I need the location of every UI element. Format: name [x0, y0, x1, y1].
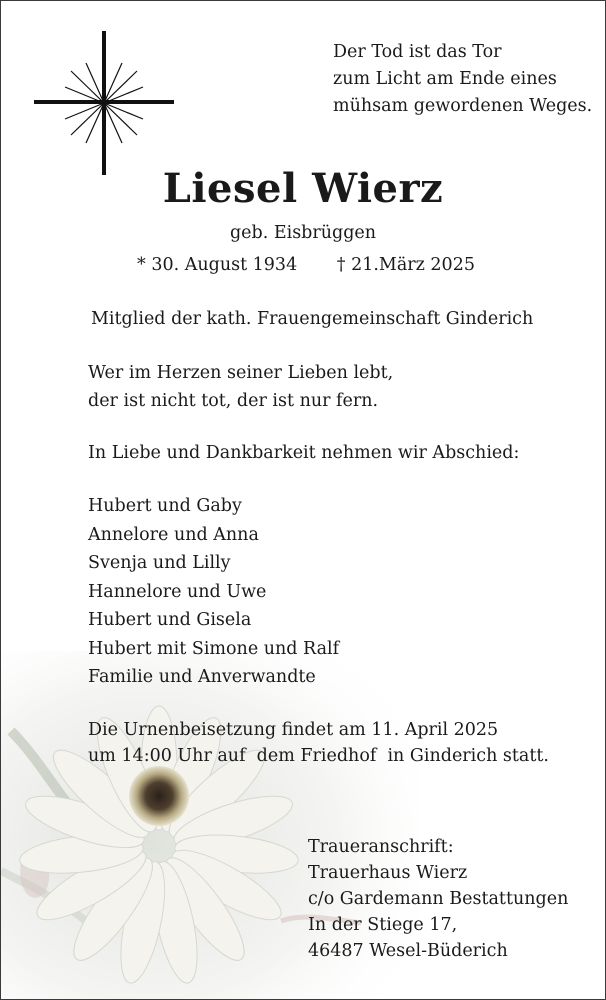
- life-dates: [137, 255, 475, 275]
- relative-entry: Familie und Anverwandte: [88, 667, 316, 687]
- address-line: c/o Gardemann Bestattungen: [308, 889, 569, 909]
- poem: [88, 359, 393, 415]
- address-line: Traueranschrift:: [308, 837, 454, 857]
- death-date: † 21.März 2025: [336, 255, 475, 275]
- cross-star-icon: [31, 31, 177, 175]
- address-line: 46487 Wesel-Büderich: [308, 941, 508, 961]
- poem-line: Wer im Herzen seiner Lieben lebt,: [88, 363, 394, 383]
- relatives-list: [88, 492, 339, 692]
- motto-line: Der Tod ist das Tor: [333, 42, 502, 62]
- membership: Mitglied der kath. Frauengemeinschaft Ginderich: [91, 309, 534, 329]
- address-line: Trauerhaus Wierz: [308, 863, 468, 883]
- deceased-name: Liesel Wierz: [162, 165, 444, 212]
- funeral-info: [88, 717, 549, 769]
- mourning-address: [308, 834, 568, 964]
- poem-line: der ist nicht tot, der ist nur fern.: [88, 391, 379, 411]
- motto: [333, 39, 592, 120]
- farewell-text: In Liebe und Dankbarkeit nehmen wir Abschied:: [88, 443, 520, 463]
- relative-entry: Svenja und Lilly: [88, 553, 231, 573]
- relative-entry: Hubert und Gaby: [88, 496, 242, 516]
- relative-entry: Annelore und Anna: [88, 524, 259, 545]
- relative-entry: Hubert und Gisela: [88, 610, 252, 630]
- motto-line: mühsam gewordenen Weges.: [333, 96, 593, 116]
- relative-entry: Hannelore und Uwe: [88, 581, 267, 602]
- motto-line: zum Licht am Ende eines: [333, 69, 557, 89]
- relative-entry: Hubert mit Simone und Ralf: [88, 638, 340, 659]
- birth-date: * 30. August 1934: [137, 255, 298, 275]
- birth-name: geb. Eisbrüggen: [229, 223, 377, 243]
- address-line: In der Stiege 17,: [308, 915, 458, 935]
- funeral-line: Die Urnenbeisetzung findet am 11. April 2025: [88, 720, 499, 740]
- funeral-line: um 14:00 Uhr auf dem Friedhof in Ginderich statt.: [88, 746, 549, 766]
